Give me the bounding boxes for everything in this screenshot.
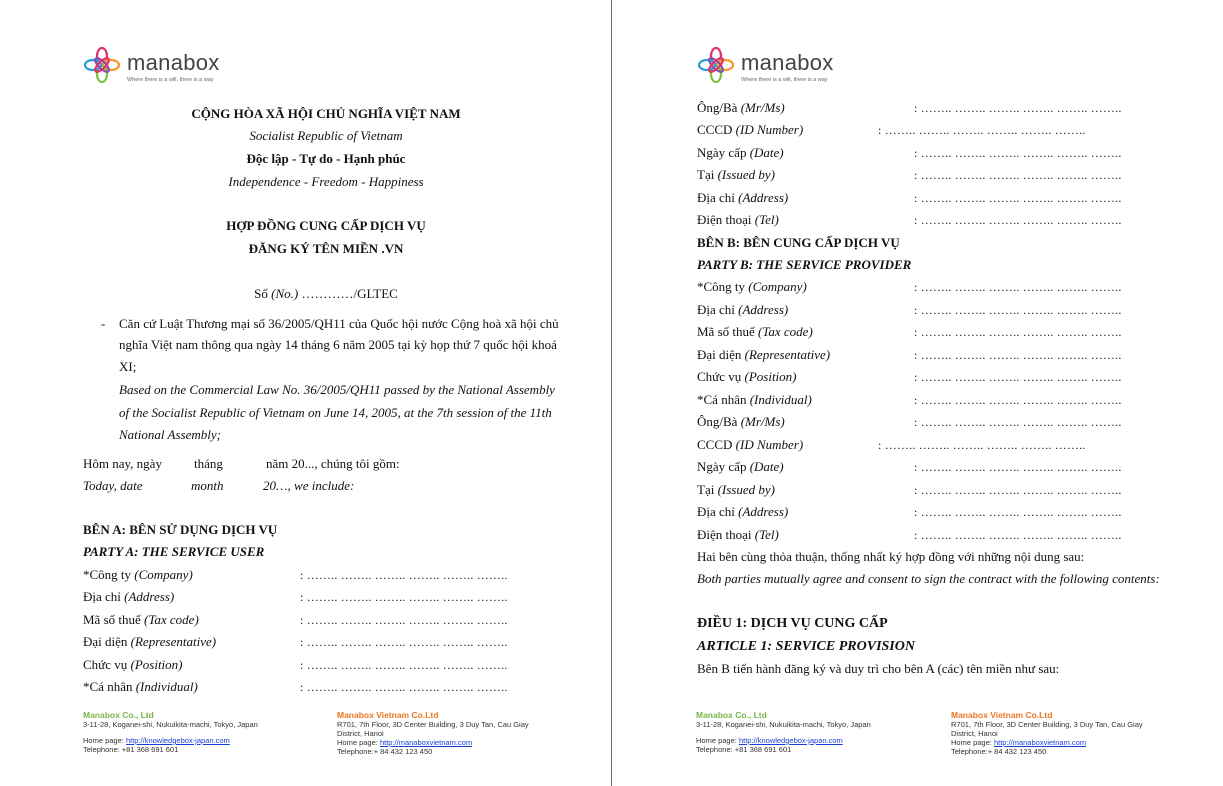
footer-jp-homepage bbox=[83, 736, 323, 745]
field-label-en: (Issued by) bbox=[717, 167, 775, 183]
field-label-en: (Address) bbox=[738, 189, 789, 205]
field-label-en: (Address) bbox=[738, 301, 789, 317]
contract-number-label: Số bbox=[254, 286, 268, 301]
footer-jp-name: Manabox Co., Ltd bbox=[696, 710, 767, 720]
republic-title: CỘNG HÒA XÃ HỘI CHỦ NGHĨA VIỆT NAM bbox=[191, 106, 461, 121]
today-vn-year: năm 20..., chúng tôi gồm: bbox=[266, 456, 400, 471]
field-label-en: (Individual) bbox=[135, 679, 198, 694]
field-label bbox=[83, 567, 193, 583]
footer-vn-telephone: Telephone:+ 84 432 123 450 bbox=[337, 747, 433, 756]
basis-vn-line1: Căn cứ Luật Thương mại số 36/2005/QH11 của Quốc hội nước Cộng hoà xã hội chủ bbox=[119, 316, 559, 331]
field-value-blank[interactable]: : …….. …….. …….. …….. …….. …….. bbox=[914, 347, 1122, 362]
motto: Độc lập - Tự do - Hạnh phúc bbox=[246, 151, 406, 166]
footer-vn-homepage-label: Home page: bbox=[337, 738, 380, 747]
field-label bbox=[697, 324, 813, 340]
field-label bbox=[697, 414, 785, 430]
field-value-blank[interactable]: : …….. …….. …….. …….. …….. …….. bbox=[300, 612, 508, 627]
field-label-vn: CCCD bbox=[697, 436, 736, 452]
document-page-left bbox=[0, 0, 611, 786]
party-b-heading: BÊN B: BÊN CUNG CẤP DỊCH VỤ bbox=[697, 235, 900, 250]
company-logo bbox=[697, 46, 877, 86]
field-label-en: (Company) bbox=[134, 567, 193, 582]
field-label-vn: Địa chỉ bbox=[697, 504, 739, 519]
field-value-blank[interactable]: : …….. …….. …….. …….. …….. …….. bbox=[914, 213, 1122, 227]
field-label-vn: Chức vụ bbox=[697, 369, 745, 384]
field-label bbox=[697, 459, 784, 475]
field-label bbox=[83, 634, 216, 650]
field-label-en: (Date) bbox=[749, 459, 784, 474]
footer-vn-homepage-label: Home page: bbox=[951, 738, 994, 747]
manabox-flower-icon bbox=[83, 46, 121, 84]
party-a-heading: BÊN A: BÊN SỬ DỤNG DỊCH VỤ bbox=[83, 522, 278, 537]
field-label bbox=[697, 437, 803, 453]
field-label-en: (ID Number) bbox=[735, 122, 804, 138]
field-value-blank[interactable]: : …….. …….. …….. …….. …….. …….. bbox=[914, 527, 1122, 542]
field-label-vn: *Cá nhân bbox=[83, 679, 136, 694]
field-value-blank[interactable]: : …….. …….. …….. …….. …….. …….. bbox=[914, 168, 1122, 183]
field-label-en: (Tel) bbox=[754, 526, 779, 542]
field-label-vn: Tại bbox=[697, 481, 718, 497]
basis-vn-line3: XI; bbox=[119, 359, 137, 374]
field-label-vn: Địa chỉ bbox=[697, 189, 739, 205]
footer-jp-homepage-label: Home page: bbox=[696, 736, 739, 745]
field-label-en: (Position) bbox=[130, 656, 183, 672]
field-label-en: (Mr/Ms) bbox=[740, 100, 785, 115]
field-label bbox=[697, 302, 788, 318]
field-value-blank[interactable]: : …….. …….. …….. …….. …….. …….. bbox=[914, 505, 1122, 519]
footer-vn-address-line2: District, Hanoi bbox=[337, 729, 384, 738]
manabox-flower-icon bbox=[697, 46, 735, 84]
today-en-month: month bbox=[191, 478, 224, 493]
logo-wordmark: manabox bbox=[741, 50, 834, 75]
today-vn-month: tháng bbox=[194, 456, 223, 471]
field-label bbox=[697, 279, 807, 295]
field-value-blank[interactable]: : …….. …….. …….. …….. …….. …….. bbox=[914, 460, 1122, 474]
field-label-en: (Representative) bbox=[130, 634, 217, 650]
footer-vn-homepage bbox=[951, 738, 1177, 747]
agreement-text-en: Both parties mutually agree and consent to sign the contract with the following contents: bbox=[697, 571, 1160, 586]
footer-vietnam-office bbox=[337, 711, 561, 756]
field-value-blank[interactable]: : …….. …….. …….. …….. …….. …….. bbox=[914, 482, 1122, 497]
footer-jp-telephone: Telephone: +81 368 691 601 bbox=[696, 745, 792, 754]
field-label bbox=[697, 145, 784, 161]
field-value-blank[interactable]: : …….. …….. …….. …….. …….. …….. bbox=[914, 302, 1122, 317]
field-value-blank[interactable]: : …….. …….. …….. …….. …….. …….. bbox=[914, 101, 1122, 115]
field-label-vn: *Công ty bbox=[83, 567, 135, 582]
footer-jp-homepage-label: Home page: bbox=[83, 736, 126, 745]
footer-jp-address: 3-11-28, Koganei-shi, Nukuikita-machi, Tokyo, Japan bbox=[696, 720, 871, 729]
field-label-vn: CCCD bbox=[697, 122, 736, 138]
field-label-en: (Tel) bbox=[754, 212, 779, 227]
field-label-en: (Tax code) bbox=[758, 324, 813, 339]
field-label-vn: Điện thoại bbox=[697, 212, 755, 227]
footer-jp-telephone: Telephone: +81 368 691 601 bbox=[83, 745, 179, 754]
footer-vn-address-line1: R701, 7th Floor, 3D Center Building, 3 Duy Tan, Cau Giay bbox=[951, 720, 1143, 729]
basis-en-line3: National Assembly; bbox=[119, 427, 221, 442]
field-label-vn: Chức vụ bbox=[83, 656, 131, 672]
party-a-heading-en: PARTY A: THE SERVICE USER bbox=[83, 544, 265, 559]
field-label bbox=[697, 392, 812, 408]
field-label-vn: *Công ty bbox=[697, 279, 749, 294]
footer-jp-homepage-link[interactable]: http://knowledgebox-japan.com bbox=[738, 736, 843, 745]
field-label-en: (Address) bbox=[738, 504, 789, 519]
logo-tagline: Where there is a will, there is a way bbox=[127, 77, 214, 83]
document-page-right bbox=[613, 0, 1223, 786]
field-label-en: (Date) bbox=[749, 144, 784, 160]
logo-wordmark: manabox bbox=[127, 50, 220, 75]
motto-en: Independence - Freedom - Happiness bbox=[228, 174, 424, 189]
footer-vn-homepage-link[interactable]: http://manaboxvietnam.com bbox=[379, 738, 473, 747]
contract-subtitle: ĐĂNG KÝ TÊN MIỀN .VN bbox=[248, 241, 404, 256]
field-label bbox=[697, 100, 785, 116]
contract-number bbox=[83, 286, 569, 302]
field-label bbox=[697, 369, 797, 385]
field-label bbox=[697, 167, 775, 183]
field-label-vn: Địa chỉ bbox=[697, 301, 739, 317]
field-label-vn: Mã số thuế bbox=[697, 324, 759, 339]
field-value-blank[interactable]: : …….. …….. …….. …….. …….. …….. bbox=[300, 635, 508, 650]
field-label-en: (Company) bbox=[748, 279, 807, 294]
field-value-blank[interactable]: : …….. …….. …….. …….. …….. …….. bbox=[878, 123, 1086, 138]
field-label-vn: Ông/Bà bbox=[697, 414, 741, 429]
field-label bbox=[697, 504, 788, 520]
field-value-blank[interactable]: : …….. …….. …….. …….. …….. …….. bbox=[878, 437, 1086, 452]
field-label bbox=[83, 612, 199, 628]
field-label-en: (Address) bbox=[124, 589, 175, 605]
basis-en-line2: of the Socialist Republic of Vietnam on June 14, 2005, at the 7th session of the 11th bbox=[119, 405, 552, 420]
today-vn-date: Hôm nay, ngày bbox=[83, 456, 162, 471]
field-label-vn: Mã số thuế bbox=[83, 611, 145, 627]
field-label bbox=[697, 122, 803, 138]
article-1-heading: ĐIỀU 1: DỊCH VỤ CUNG CẤP bbox=[697, 616, 888, 631]
party-b-heading-en: PARTY B: THE SERVICE PROVIDER bbox=[697, 257, 912, 272]
field-label bbox=[697, 212, 779, 228]
field-label-en: (Mr/Ms) bbox=[740, 414, 785, 429]
field-label bbox=[83, 679, 198, 695]
field-value-blank[interactable]: : …….. …….. …….. …….. …….. …….. bbox=[914, 392, 1122, 407]
today-en-date: Today, date bbox=[83, 478, 143, 493]
republic-title-en: Socialist Republic of Vietnam bbox=[249, 128, 403, 143]
footer-jp-homepage bbox=[696, 736, 936, 745]
field-label-vn: Tại bbox=[697, 167, 718, 183]
footer-vn-telephone: Telephone:+ 84 432 123 450 bbox=[951, 747, 1047, 756]
agreement-text: Hai bên cùng thỏa thuận, thống nhất ký hợp đồng với những nội dung sau: bbox=[697, 549, 1085, 564]
field-value-blank[interactable]: : …….. …….. …….. …….. …….. …….. bbox=[914, 190, 1122, 205]
basis-en-line1: Based on the Commercial Law No. 36/2005/QH11 passed by the National Assembly bbox=[119, 382, 555, 397]
contract-number-label-en: (No.) bbox=[271, 286, 299, 301]
field-label-vn: *Cá nhân bbox=[697, 391, 750, 407]
field-label-vn: Điện thoại bbox=[697, 526, 755, 542]
footer-vn-homepage-link[interactable]: http://manaboxvietnam.com bbox=[993, 738, 1087, 747]
field-label-en: (ID Number) bbox=[735, 436, 804, 452]
field-value-blank[interactable]: : …….. …….. …….. …….. …….. …….. bbox=[300, 680, 508, 694]
field-label-vn: Đại diện bbox=[697, 346, 745, 362]
today-en-year: 20…, we include: bbox=[263, 478, 355, 493]
logo-tagline: Where there is a will, there is a way bbox=[741, 77, 828, 83]
article-1-text: Bên B tiến hành đăng ký và duy trì cho bên A (các) tên miền như sau: bbox=[697, 661, 1060, 676]
footer-vn-name: Manabox Vietnam Co.Ltd bbox=[337, 710, 439, 720]
field-value-blank[interactable]: : …….. …….. …….. …….. …….. …….. bbox=[914, 415, 1122, 429]
page-divider bbox=[611, 0, 612, 786]
field-label-vn: Ngày cấp bbox=[697, 459, 750, 474]
footer-vn-address-line2: District, Hanoi bbox=[951, 729, 998, 738]
field-label-en: (Tax code) bbox=[144, 611, 199, 627]
field-label-en: (Individual) bbox=[749, 391, 812, 407]
field-label bbox=[83, 657, 183, 673]
field-label-en: (Issued by) bbox=[717, 481, 775, 497]
field-value-blank[interactable]: : …….. …….. …….. …….. …….. …….. bbox=[914, 325, 1122, 339]
contract-title: HỢP ĐỒNG CUNG CẤP DỊCH VỤ bbox=[226, 218, 426, 233]
field-label bbox=[697, 482, 775, 498]
field-value-blank[interactable]: : …….. …….. …….. …….. …….. …….. bbox=[914, 280, 1122, 294]
footer-vn-name: Manabox Vietnam Co.Ltd bbox=[951, 710, 1053, 720]
contract-number-value: …………/GLTEC bbox=[298, 286, 398, 301]
field-label-vn: Ông/Bà bbox=[697, 100, 741, 115]
field-value-blank[interactable]: : …….. …….. …….. …….. …….. …….. bbox=[300, 568, 508, 582]
field-label-en: (Representative) bbox=[744, 346, 831, 362]
footer-jp-name: Manabox Co., Ltd bbox=[83, 710, 154, 720]
footer-japan-office bbox=[83, 711, 323, 754]
field-label-vn: Ngày cấp bbox=[697, 144, 750, 160]
field-value-blank[interactable]: : …….. …….. …….. …….. …….. …….. bbox=[300, 590, 508, 605]
field-label-vn: Địa chỉ bbox=[83, 589, 125, 605]
footer-jp-address: 3-11-28, Koganei-shi, Nukuikita-machi, Tokyo, Japan bbox=[83, 720, 258, 729]
field-value-blank[interactable]: : …….. …….. …….. …….. …….. …….. bbox=[914, 145, 1122, 160]
footer-japan-office bbox=[696, 711, 936, 754]
field-label bbox=[697, 347, 830, 363]
field-value-blank[interactable]: : …….. …….. …….. …….. …….. …….. bbox=[914, 370, 1122, 384]
field-label-vn: Đại diện bbox=[83, 634, 131, 650]
field-label bbox=[697, 190, 788, 206]
basis-vn-line2: nghĩa Việt nam thông qua ngày 14 tháng 6 năm 2005 tại kỳ họp thứ 7 quốc hội khoá bbox=[119, 337, 557, 352]
field-label bbox=[83, 589, 174, 605]
field-label-en: (Position) bbox=[744, 369, 797, 384]
field-label bbox=[697, 527, 779, 543]
footer-vn-homepage bbox=[337, 738, 561, 747]
footer-vn-address-line1: R701, 7th Floor, 3D Center Building, 3 Duy Tan, Cau Giay bbox=[337, 720, 529, 729]
article-1-heading-en: ARTICLE 1: SERVICE PROVISION bbox=[697, 639, 915, 654]
company-logo bbox=[83, 46, 263, 86]
footer-vietnam-office bbox=[951, 711, 1177, 756]
field-value-blank[interactable]: : …….. …….. …….. …….. …….. …….. bbox=[300, 657, 508, 672]
footer-jp-homepage-link[interactable]: http://knowledgebox-japan.com bbox=[125, 736, 230, 745]
list-dash: - bbox=[101, 316, 106, 331]
